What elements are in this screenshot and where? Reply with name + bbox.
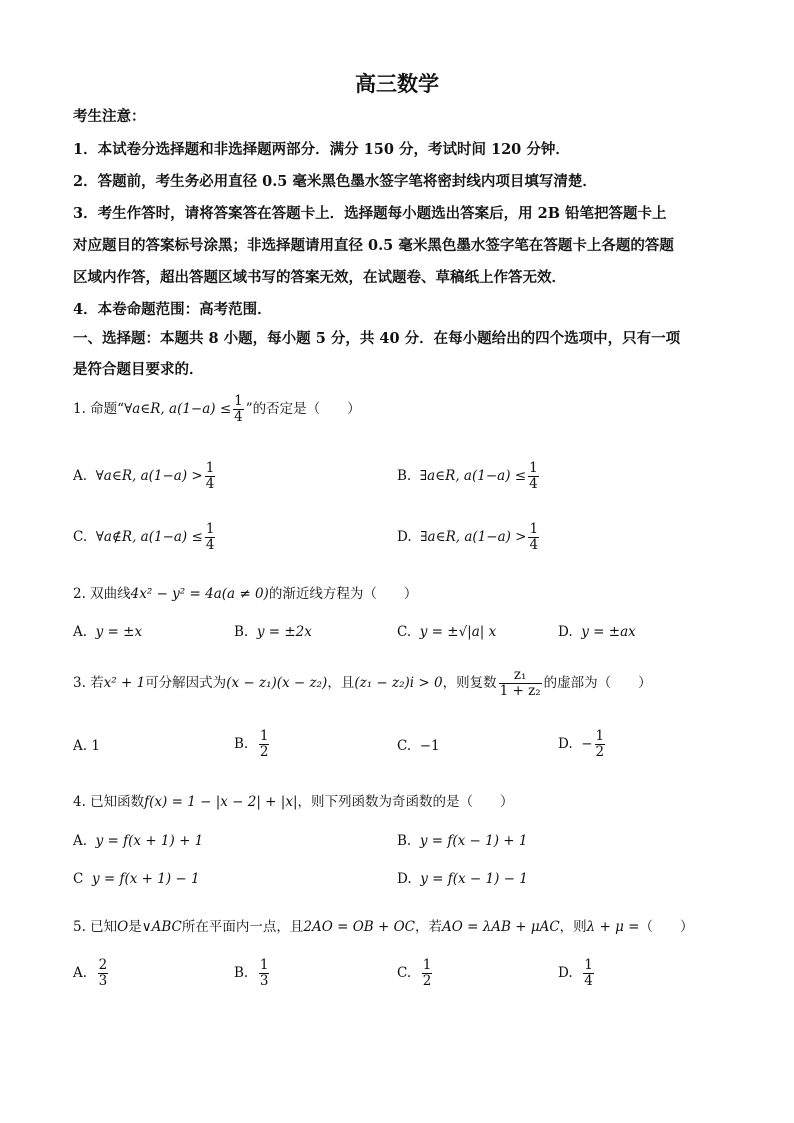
option-expression: y = ±ax — [581, 624, 636, 640]
q3-frac-denominator: 1 + z₂ — [499, 683, 541, 699]
q3-expression-3: (z₁ − z₂)i > 0 — [354, 675, 443, 691]
option-label: D. — [558, 965, 573, 981]
option-sign: − — [581, 736, 593, 752]
q5-expression-5: λ + μ = — [586, 919, 640, 935]
option-expression: ∃a∈R, a(1−a) > — [420, 529, 527, 545]
q2-option-b[interactable] — [234, 624, 312, 640]
question-3 — [73, 668, 652, 699]
frac-denominator: 2 — [595, 744, 605, 760]
q5-text-6: （ ） — [639, 919, 694, 935]
q5-text-4: ，若 — [414, 919, 442, 935]
frac-numerator: 1 — [205, 521, 215, 537]
frac-denominator: 4 — [205, 476, 215, 492]
frac-numerator: 1 — [595, 728, 605, 744]
option-label: A. — [73, 833, 88, 849]
notice-line-6: 4．本卷命题范围：高考范围． — [73, 301, 272, 318]
frac-numerator: 1 — [529, 521, 539, 537]
q1-expression: ∀a∈R, a(1−a) ≤ — [124, 401, 232, 417]
q3-text-3: ，且 — [327, 675, 355, 691]
frac-numerator: 1 — [584, 957, 593, 973]
q1-prefix: 1. 命题“ — [73, 401, 125, 417]
section-heading-line-2: 是符合题目要求的． — [73, 361, 204, 378]
frac-numerator: 1 — [205, 460, 215, 476]
question-4 — [73, 790, 514, 810]
q3-text-2: 可分解因式为 — [145, 675, 227, 691]
option-expression: y = ±√|a| x — [419, 624, 497, 640]
q1-option-b[interactable] — [397, 461, 541, 492]
q1-option-c[interactable] — [73, 522, 217, 553]
notice-heading: 考生注意： — [73, 108, 146, 125]
frac-denominator: 2 — [422, 973, 432, 989]
q1-option-d[interactable] — [397, 522, 541, 553]
q4-option-b[interactable] — [397, 833, 527, 849]
frac-numerator: 1 — [422, 957, 432, 973]
q3-option-c[interactable] — [397, 738, 440, 754]
section-heading-line-1: 一、选择题：本题共 8 小题，每小题 5 分，共 40 分．在每小题给出的四个选项中，只有一项 — [73, 330, 681, 347]
notice-line-1: 1．本试卷分选择题和非选择题两部分．满分 150 分，考试时间 120 分钟． — [73, 141, 570, 158]
q4-expression: f(x) = 1 − |x − 2| + |x| — [144, 794, 298, 810]
frac-numerator: 1 — [259, 728, 269, 744]
question-1 — [73, 394, 361, 425]
q5-expression-2: ∨ABC — [141, 919, 182, 935]
q2-option-a[interactable] — [73, 624, 142, 640]
option-expression: y = ±x — [95, 624, 143, 640]
question-2 — [73, 582, 417, 602]
option-label: C — [73, 871, 84, 887]
q5-expression-3: 2AO = OB + OC — [303, 919, 415, 935]
option-label: C. — [397, 624, 412, 640]
option-label: D. — [558, 736, 573, 752]
option-label: B. — [397, 833, 412, 849]
q1-frac-numerator: 1 — [234, 393, 243, 409]
q4-suffix: ，则下列函数为奇函数的是（ ） — [297, 794, 514, 810]
q5-option-b[interactable] — [234, 958, 271, 989]
frac-denominator: 3 — [259, 973, 269, 989]
option-label: A. — [73, 624, 88, 640]
option-label: B. — [397, 468, 412, 484]
option-label: B. — [234, 736, 249, 752]
q3-option-b[interactable] — [234, 729, 271, 760]
q3-expression-2: (x − z₁)(x − z₂) — [226, 675, 328, 691]
option-expression: y = f(x + 1) + 1 — [95, 833, 204, 849]
notice-line-5: 区域内作答，超出答题区域书写的答案无效，在试题卷、草稿纸上作答无效． — [73, 269, 566, 286]
option-label: A. — [73, 738, 88, 754]
page-title: 高三数学 — [355, 71, 439, 96]
q4-option-c[interactable] — [73, 871, 200, 887]
option-label: C. — [73, 529, 88, 545]
question-5 — [73, 915, 694, 935]
notice-line-2: 2．答题前，考生务必用直径 0.5 毫米黑色墨水签字笔将密封线内项目填写清楚． — [73, 173, 597, 190]
q5-text-3: 所在平面内一点，且 — [181, 919, 304, 935]
option-expression: ∀a∈R, a(1−a) > — [95, 468, 203, 484]
option-label: D. — [397, 529, 412, 545]
q1-frac-denominator: 4 — [234, 409, 243, 425]
q2-prefix: 2. 双曲线 — [73, 586, 131, 602]
option-label: D. — [397, 871, 412, 887]
q5-expression-4: AO = λAB + μAC — [441, 919, 560, 935]
option-label: B. — [234, 965, 249, 981]
frac-numerator: 1 — [259, 957, 269, 973]
option-label: A. — [73, 965, 88, 981]
q3-option-a[interactable] — [73, 738, 100, 754]
option-label: D. — [558, 624, 573, 640]
q4-prefix: 4. 已知函数 — [73, 794, 145, 810]
notice-line-4: 对应题目的答案标号涂黑；非选择题请用直径 0.5 毫米黑色墨水签字笔在答题卡上各题的答题 — [73, 237, 674, 254]
q5-text-1: 5. 已知 — [73, 919, 118, 935]
q5-text-2: 是 — [128, 919, 142, 935]
q3-text-5: 的虚部为（ ） — [543, 675, 652, 691]
q5-option-d[interactable] — [558, 958, 596, 989]
option-expression: ∃a∈R, a(1−a) ≤ — [419, 468, 527, 484]
q2-expression: 4x² − y² = 4a(a ≠ 0) — [130, 586, 269, 602]
option-expression: 1 — [91, 738, 100, 754]
q3-expression-1: x² + 1 — [103, 675, 146, 691]
q1-option-a[interactable] — [73, 461, 217, 492]
frac-denominator: 3 — [98, 973, 108, 989]
q3-frac-numerator: z₁ — [499, 668, 542, 684]
option-expression: ∀a∉R, a(1−a) ≤ — [95, 529, 203, 545]
frac-denominator: 2 — [259, 744, 269, 760]
q2-option-c[interactable] — [397, 624, 496, 640]
frac-denominator: 4 — [529, 476, 538, 492]
option-label: A. — [73, 468, 88, 484]
frac-numerator: 1 — [529, 460, 538, 476]
q4-option-d[interactable] — [397, 871, 528, 887]
frac-denominator: 4 — [529, 537, 539, 553]
option-expression: y = f(x − 1) + 1 — [419, 833, 528, 849]
q4-option-a[interactable] — [73, 833, 203, 849]
q5-text-5: ，则 — [559, 919, 587, 935]
notice-line-3: 3．考生作答时，请将答案答在答题卡上．选择题每小题选出答案后，用 2B 铅笔把答题卡上 — [73, 205, 667, 222]
q5-option-a[interactable] — [73, 958, 110, 989]
frac-denominator: 4 — [584, 973, 593, 989]
option-expression: y = ±2x — [256, 624, 312, 640]
frac-numerator: 2 — [98, 957, 108, 973]
q1-suffix: ”的否定是（ ） — [245, 401, 361, 417]
option-expression: y = f(x + 1) − 1 — [91, 871, 200, 887]
q2-suffix: 的渐近线方程为（ ） — [268, 586, 418, 602]
frac-denominator: 4 — [205, 537, 215, 553]
q3-text-4: ，则复数 — [442, 675, 497, 691]
option-label: C. — [397, 965, 412, 981]
q5-option-c[interactable] — [397, 958, 434, 989]
q2-option-d[interactable] — [558, 624, 636, 640]
q3-text-1: 3. 若 — [73, 675, 104, 691]
q3-option-d[interactable] — [558, 729, 607, 760]
option-expression: −1 — [419, 738, 440, 754]
option-label: C. — [397, 738, 412, 754]
option-expression: y = f(x − 1) − 1 — [420, 871, 528, 887]
q5-expression-1: O — [117, 919, 129, 935]
option-label: B. — [234, 624, 249, 640]
